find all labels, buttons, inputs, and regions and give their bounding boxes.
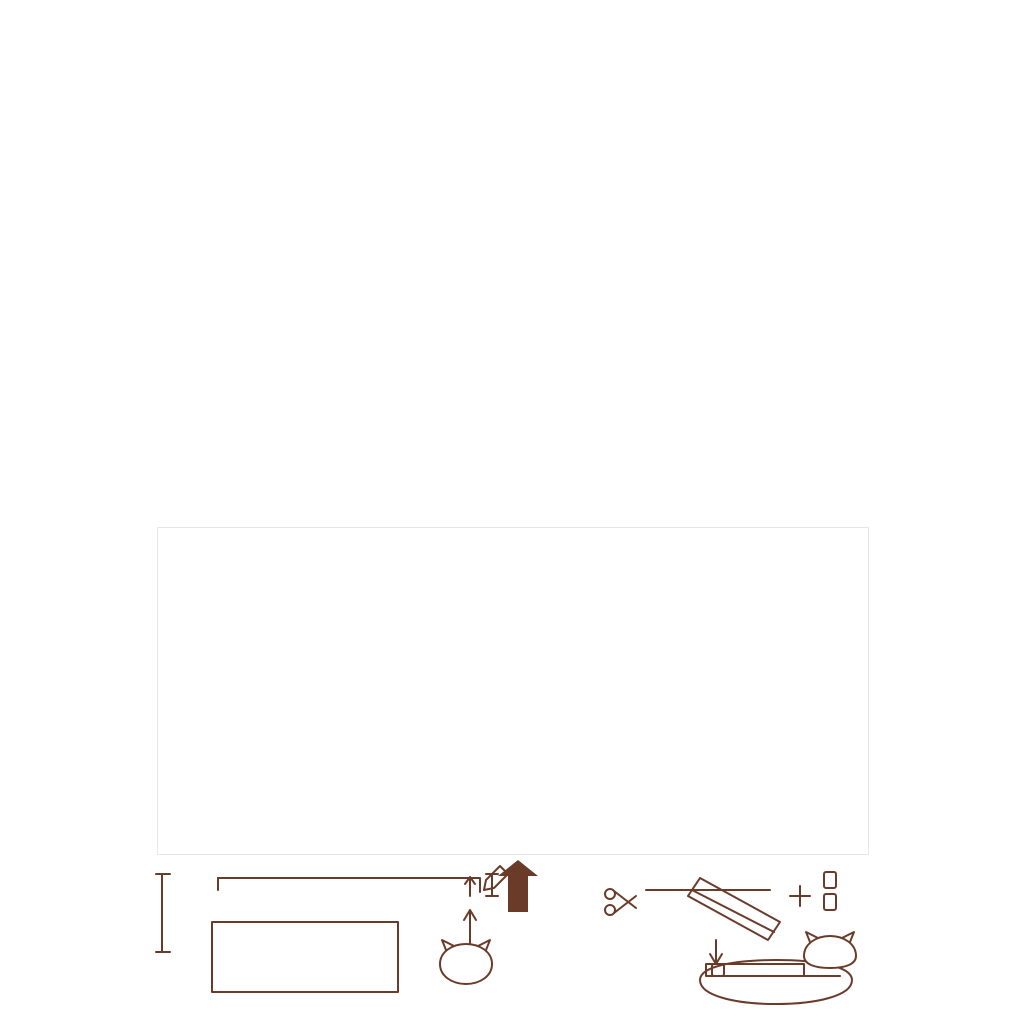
- notes-line-art: [140, 860, 900, 1024]
- sticker-label-sheet: [157, 0, 867, 492]
- washi-strip-sheet: [157, 527, 869, 855]
- handwritten-instructions: [140, 860, 900, 1024]
